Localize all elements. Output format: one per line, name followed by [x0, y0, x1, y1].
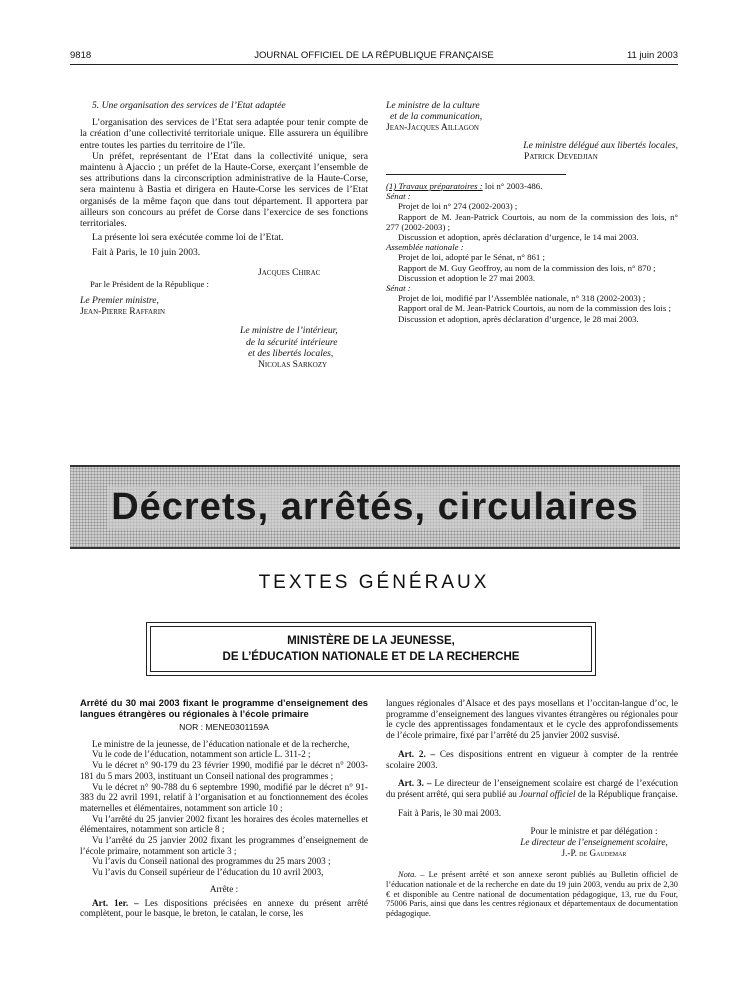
signatory-name: J.-P. de Gaudemar	[561, 847, 627, 858]
footnote-rule	[386, 174, 566, 175]
footnote-loi: loi n° 2003-486.	[482, 181, 543, 192]
visa: Vu l’avis du Conseil supérieur de l’éducation du 10 avril 2003,	[92, 867, 324, 878]
footnote-item: Projet de loi n° 274 (2002-2003) ;	[398, 201, 518, 212]
footnote-item: Rapport de M. Jean-Patrick Courtois, au nom de la commission des lois, n° 277 (2002-2003) ;	[386, 211, 678, 232]
article-text: de la République française.	[575, 788, 678, 799]
nor-reference: NOR : MENE0301159A	[179, 722, 269, 732]
signatory-title: Le ministre délégué aux libertés locales,	[523, 139, 678, 151]
signatory-title: et des libertés locales,	[248, 347, 334, 359]
nota-text: Le présent arrêté et son annexe seront publiés au Bulletin officiel de l’éducation nationale et de la recherche en date du 19 juin 2003, vendu au prix de 2,30 € et disponible au Centre national de documentation pédagogique, 13, rue du Four, 75006 Paris, ainsi que dans les centres régionaux et départementaux de documentation pédagogique.	[386, 870, 678, 918]
signatory-name: Patrick Devedjian	[524, 150, 598, 162]
section-title: 5. Une organisation des services de l’Etat adaptée	[92, 100, 286, 111]
footnote-item: Projet de loi, modifié par l’Assemblée nationale, n° 318 (2002-2003) ;	[398, 293, 646, 304]
article-text: Ces dispositions entrent en vigueur à compter de la rentrée scolaire 2003.	[386, 748, 678, 770]
ministry-box	[150, 626, 592, 672]
nota-label: Nota. –	[398, 870, 425, 880]
page-number: 9818	[70, 50, 92, 61]
signatory-title: et de la communication,	[390, 111, 483, 123]
ministry-line: MINISTÈRE DE LA JEUNESSE,	[287, 635, 455, 647]
signatory-name: Jean-Jacques Aillagon	[386, 122, 479, 134]
header-rule	[70, 64, 678, 65]
footnote-item: Discussion et adoption, après déclaration d’urgence, le 28 mai 2003.	[398, 313, 639, 324]
paragraph: Fait à Paris, le 10 juin 2003.	[92, 247, 201, 259]
footnote-item: Rapport de M. Guy Geoffroy, au nom de la commission des lois, n° 870 ;	[398, 262, 656, 273]
banner-title: Décrets, arrêtés, circulaires	[107, 486, 643, 529]
signatory-title: de la sécurité intérieure	[246, 336, 338, 348]
signatory-title: Le ministre de l’intérieur,	[240, 325, 338, 337]
footnote-item: Rapport oral de M. Jean-Patrick Courtois, au nom de la commission des lois ;	[398, 303, 671, 314]
signatory-title: Le ministre de la culture	[386, 100, 480, 111]
top-left-column	[80, 100, 368, 370]
visa: Vu le code de l’éducation, notamment son article L. 311-2 ;	[92, 749, 311, 760]
article-label: Art. 3. –	[398, 778, 432, 789]
article-label: Art. 1er. –	[92, 897, 139, 908]
article-text: Le directeur de l’enseignement scolaire est chargé de l’exécution du présent arrêté, qui sera publié au	[386, 778, 678, 799]
top-right-column	[386, 100, 678, 324]
arrete-word: Arrête :	[209, 883, 239, 894]
paragraph: L’organisation des services de l’Etat sera adaptée pour tenir compte de la création d’une collectivité territoriale unique. Elle assurera un équilibre entre toutes les parties du territoire de l’île.	[80, 117, 368, 151]
signatory-name: Nicolas Sarkozy	[258, 359, 328, 371]
section-banner	[70, 465, 680, 549]
paragraph: La présente loi sera exécutée comme loi de l’Etat.	[92, 232, 284, 244]
journal-officiel-ref: Journal officiel	[519, 788, 576, 799]
article-continuation: langues régionales d’Alsace et des pays mosellans et l’occitan-langue d’oc, le programme d’enseignement des langues vivantes étrangères ou régionales pour le cycle des apprentissages fondamentaux et le cycle des approfondissements de l’école primaire, fixé par l’arrêté du 25 janvier 2002 susvisé.	[386, 698, 678, 741]
arrete-right-column	[386, 698, 678, 918]
pm-title: Le Premier ministre,	[80, 295, 159, 307]
fait-a-paris: Fait à Paris, le 30 mai 2003.	[398, 807, 502, 818]
issue-date: 11 juin 2003	[626, 50, 678, 61]
footnote-label: (1) Travaux préparatoires :	[386, 181, 483, 192]
paragraph: Un préfet, représentant de l’Etat dans la collectivité unique, sera maintenu à Ajaccio ; un préfet de la Haute-Corse, exerçant l’ensemble de ses attributions dans la circonscription administrative de la Haute-Corse, sera maintenu à Bastia et dirigera en Haute-Corse les services de l’Etat organisés de la même façon que dans tout département. Il apportera par ailleurs son concours au préfet de Corse dans l’exercice de ses fonctions territoriales.	[80, 150, 368, 230]
par-president: Par le Président de la République :	[90, 278, 209, 289]
footnote	[386, 181, 678, 324]
delegation-line: Pour le ministre et par délégation :	[530, 826, 658, 837]
visa: Vu le décret n° 90-179 du 23 février 1990, modifié par le décret n° 2003-181 du 5 mars 2003, instituant un Conseil national des programmes ;	[80, 760, 368, 781]
footnote-item: Discussion et adoption le 27 mai 2003.	[398, 272, 536, 283]
journal-title: JOURNAL OFFICIEL DE LA RÉPUBLIQUE FRANÇAISE	[254, 50, 494, 61]
signature-president: Jacques Chirac	[258, 266, 321, 278]
textes-generaux-heading: TEXTES GÉNÉRAUX	[258, 572, 490, 593]
visa: Vu l’avis du Conseil national des programmes du 25 mars 2003 ;	[92, 856, 331, 867]
visa: Vu l’arrêté du 25 janvier 2002 fixant les programmes d’enseignement de l’école primaire, notamment son article 3 ;	[80, 835, 368, 856]
chamber-label: Assemblée nationale :	[386, 242, 464, 253]
chamber-label: Sénat :	[386, 283, 411, 294]
visa: Le ministre de la jeunesse, de l’éducation nationale et de la recherche,	[92, 738, 350, 749]
visa: Vu le décret n° 90-788 du 6 septembre 1990, modifié par le décret n° 91-383 du 22 avril 1991, relatif à l’organisation et au fonctionnement des écoles maternelles et élémentaires, notamment son article 10 ;	[80, 781, 368, 813]
signatory-title: Le directeur de l’enseignement scolaire,	[520, 837, 668, 848]
visa: Vu l’arrêté du 25 janvier 2002 fixant les horaires des écoles maternelles et élémentaires, notamment son article 8 ;	[80, 813, 368, 835]
footnote-item: Projet de loi, adopté par le Sénat, n° 861 ;	[398, 252, 545, 263]
ministry-line: DE L’ÉDUCATION NATIONALE ET DE LA RECHERCHE	[222, 651, 520, 663]
article-label: Art. 2. –	[398, 748, 436, 759]
arrete-title: Arrêté du 30 mai 2003 fixant le programme d’enseignement des langues étrangères ou régionales à l’école primaire	[80, 697, 368, 719]
arrete-left-column	[80, 698, 368, 919]
article-text: Les dispositions précisées en annexe du présent arrêté complètent, pour le basque, le breton, le catalan, le corse, les	[80, 897, 368, 919]
footnote-item: Discussion et adoption, après déclaration d’urgence, le 14 mai 2003.	[398, 232, 639, 243]
chamber-label: Sénat :	[386, 191, 411, 202]
pm-name: Jean-Pierre Raffarin	[80, 306, 166, 318]
